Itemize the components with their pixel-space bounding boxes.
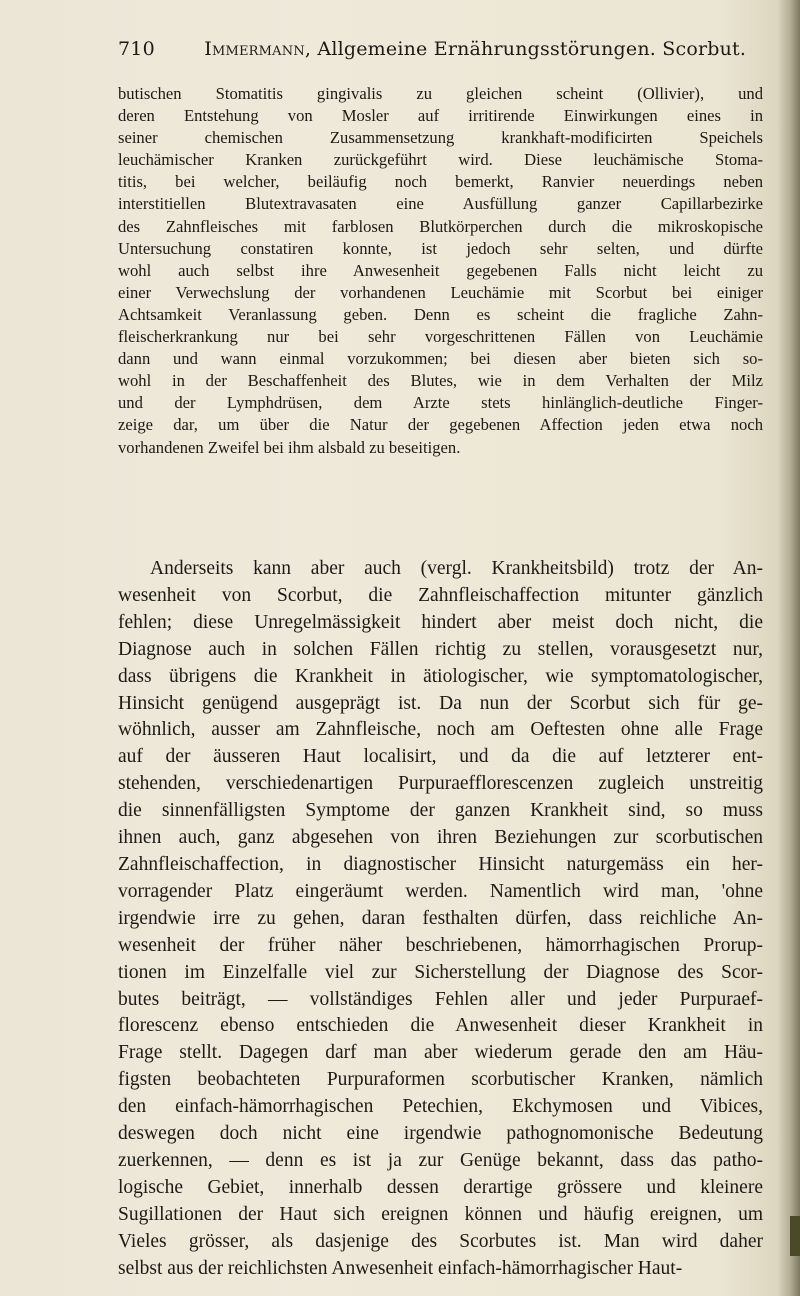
text-line: florescenz ebenso entschieden die Anwesenheit dieser Krankheit in <box>118 1015 763 1037</box>
text-line: zeige dar, um über die Natur der gegebenen Affection jeden etwa noch <box>118 415 763 435</box>
text-line: figsten beobachteten Purpuraformen scorbutischer Kranken, nämlich <box>118 1069 763 1091</box>
text-line: vorragender Platz eingeräumt werden. Namentlich wird man, 'ohne <box>118 880 763 902</box>
text-line: zuerkennen, — denn es ist ja zur Genüge bekannt, dass das patho- <box>118 1149 763 1171</box>
text-line: und der Lymphdrüsen, dem Arzte stets hinlänglich-deutliche Finger- <box>118 393 763 413</box>
text-line: Diagnose auch in solchen Fällen richtig zu stellen, vorausgesetzt nur, <box>118 638 763 660</box>
text-line: dass übrigens die Krankheit in ätiologischer, wie symptomatologischer, <box>118 665 763 687</box>
text-line: Zahnfleischaffection, in diagnostischer Hinsicht naturgemäss ein her- <box>118 853 763 875</box>
text-line: deswegen doch nicht eine irgendwie pathognomonische Bedeutung <box>118 1123 763 1145</box>
small-print-paragraph <box>118 83 763 459</box>
text-line: fleischerkrankung nur bei sehr vorgeschrittenen Fällen von Leuchämie <box>118 327 763 347</box>
text-line: seiner chemischen Zusammensetzung krankhaft-modificirten Speichels <box>118 128 763 148</box>
page-edge-shadow <box>778 0 800 1296</box>
text-line: die sinnenfälligsten Symptome der ganzen Krankheit sind, so muss <box>118 800 763 822</box>
text-line: wesenheit der früher näher beschriebenen, hämorrhagischen Prorup- <box>118 934 763 956</box>
header-title: Allgemeine Ernährungsstörungen. Scorbut. <box>317 38 747 60</box>
text-line: vorhandenen Zweifel bei ihm alsbald zu beseitigen. <box>118 437 461 457</box>
text-line: butischen Stomatitis gingivalis zu gleichen scheint (Ollivier), und <box>118 84 763 103</box>
running-header <box>118 38 758 60</box>
text-line: Hinsicht genügend ausgeprägt ist. Da nun der Scorbut sich für ge- <box>118 692 763 714</box>
text-line: butes beiträgt, — vollständiges Fehlen aller und jeder Purpuraef- <box>118 988 763 1010</box>
text-line: wohl in der Beschaffenheit des Blutes, wie in dem Verhalten der Milz <box>118 371 763 391</box>
text-line: dann und wann einmal vorzukommen; bei diesen aber bieten sich so- <box>118 349 763 369</box>
text-line: fehlen; diese Unregelmässigkeit hindert aber meist doch nicht, die <box>118 611 763 633</box>
text-line: den einfach-hämorrhagischen Petechien, Ekchymosen und Vibices, <box>118 1096 763 1118</box>
text-line: wesenheit von Scorbut, die Zahnfleischaffection mitunter gänzlich <box>118 584 763 606</box>
text-line: leuchämischer Kranken zurückgeführt wird. Diese leuchämische Stoma- <box>118 150 763 170</box>
text-line: Achtsamkeit Veranlassung geben. Denn es scheint die fragliche Zahn- <box>118 304 763 324</box>
text-line: Untersuchung constatiren konnte, ist jedoch sehr selten, und dürfte <box>118 238 763 258</box>
text-line: titis, bei welcher, beiläufig noch bemerkt, Ranvier neuerdings neben <box>118 172 763 192</box>
text-line: deren Entstehung von Mosler auf irritirende Einwirkungen eines in <box>118 106 763 126</box>
text-line: wöhnlich, ausser am Zahnfleische, noch am Oeftesten ohne alle Frage <box>118 719 763 741</box>
main-paragraph <box>118 556 763 1282</box>
text-line: Vieles grösser, als dasjenige des Scorbutes ist. Man wird daher <box>118 1230 763 1252</box>
text-line: selbst aus der reichlichsten Anwesenheit einfach-hämorrhagischer Haut- <box>118 1257 683 1279</box>
text-line: des Zahnfleisches mit farblosen Blutkörperchen durch die mikroskopische <box>118 216 763 236</box>
text-line: stehenden, verschiedenartigen Purpuraefflorescenzen zugleich unstreitig <box>118 773 763 795</box>
text-line: Sugillationen der Haut sich ereignen können und häufig ereignen, um <box>118 1203 763 1225</box>
text-line: Frage stellt. Dagegen darf man aber wiederum gerade den am Häu- <box>118 1042 763 1064</box>
page-number: 710 <box>118 38 155 60</box>
text-line: ihnen auch, ganz abgesehen von ihren Beziehungen zur scorbutischen <box>118 827 763 849</box>
header-author: Immermann, <box>204 38 312 60</box>
text-line: interstitiellen Blutextravasaten eine Ausfüllung ganzer Capillarbezirke <box>118 194 763 214</box>
text-line: irgendwie irre zu gehen, daran festhalten dürfen, dass reichliche An- <box>118 907 763 929</box>
text-line: auf der äusseren Haut localisirt, und da die auf letzterer ent- <box>118 746 763 768</box>
page-edge-mark <box>790 1216 800 1256</box>
text-line: wohl auch selbst ihre Anwesenheit gegebenen Falls nicht leicht zu <box>118 260 763 280</box>
text-line: tionen im Einzelfalle viel zur Sicherstellung der Diagnose des Scor- <box>118 961 763 983</box>
text-line: einer Verwechslung der vorhandenen Leuchämie mit Scorbut bei einiger <box>118 282 763 302</box>
text-line: logische Gebiet, innerhalb dessen derartige grössere und kleinere <box>118 1176 763 1198</box>
text-line: Anderseits kann aber auch (vergl. Krankheitsbild) trotz der An- <box>150 558 763 579</box>
